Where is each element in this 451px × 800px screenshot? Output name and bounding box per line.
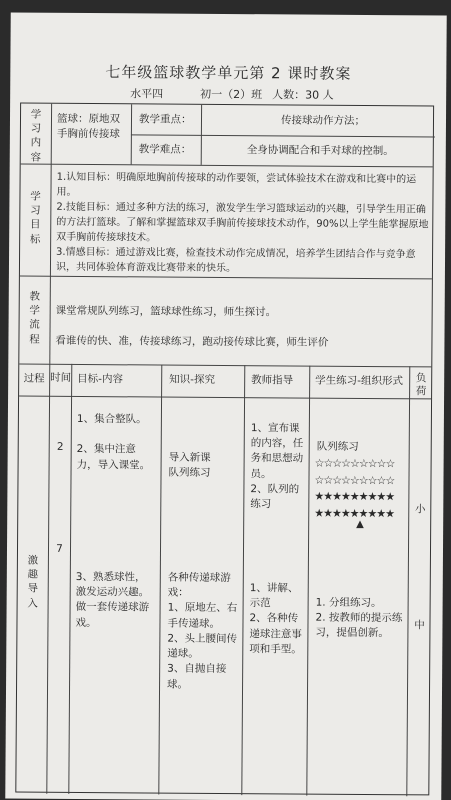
process-label — [20, 554, 46, 611]
row-divider — [21, 164, 433, 168]
difficulty-text: 全身协调配合和手对球的控制。 — [246, 144, 394, 158]
header-teacher: 教师指导 — [251, 374, 294, 387]
page-title: 七年级篮球教学单元第 2 课时教案 — [105, 63, 352, 83]
col-divider — [158, 365, 162, 795]
header-student: 学生练习-组织形式 — [315, 374, 404, 388]
teacher-position-marker: ▲ — [356, 518, 364, 530]
level: 水平四 — [130, 87, 164, 101]
col-divider — [306, 366, 310, 796]
goal-item: 2.技能目标：通过多种方法的练习，激发学生学习篮球运动的兴趣，引导学生用正确的方法打篮球。了解和掌握篮球双手胸前传接球技术动作，90%以上学生能掌握原地双手胸前传接球技术。 — [56, 201, 429, 244]
label-char: 激 — [27, 554, 39, 567]
row2-time: 7 — [56, 542, 63, 555]
label-char: 导 — [27, 582, 39, 596]
row2-load: 中 — [414, 619, 425, 632]
label-char: 教 — [29, 290, 41, 303]
label-char: 程 — [29, 333, 40, 346]
student-count: 人数：30 人 — [272, 88, 334, 102]
flow-line2: 看谁传的快、准，传接球练习，跑动接传球比赛，师生评价 — [55, 334, 329, 349]
col-divider — [131, 104, 132, 164]
col-divider — [241, 365, 245, 795]
class: 初一（2）班 — [200, 87, 263, 102]
label-char: 目 — [29, 218, 41, 232]
label-char: 内 — [30, 136, 42, 150]
header-load: 负荷 — [415, 372, 427, 397]
focus-label: 教学重点： — [138, 113, 192, 126]
row1-student-title: 队列练习 — [316, 440, 359, 453]
col-divider — [68, 364, 72, 794]
star-row: ★★★★★★★★★ — [314, 506, 395, 520]
label-char: 标 — [29, 233, 41, 246]
row1-goal: 1、集合整队。 2、集中注意力，导入课堂。 — [76, 412, 151, 472]
label-char: 学 — [29, 304, 40, 317]
row1-time: 2 — [56, 440, 64, 453]
col-divider — [46, 364, 50, 794]
row2-goal: 3、熟悉球性，激发运动兴趣。做一套传递球游戏。 — [75, 570, 150, 629]
header-goal: 目标-内容 — [77, 372, 124, 386]
label-char: 流 — [29, 318, 40, 332]
goals-label — [22, 190, 48, 247]
label-char: 学 — [30, 108, 42, 121]
label-char: 趣 — [27, 568, 39, 581]
label-char: 容 — [30, 151, 42, 164]
goals-text — [56, 170, 431, 278]
row2-knowledge: 各种传递球游戏： 1、原地左、右手传递球。 2、头上腰间传递球。 3、自抛自接球。 — [167, 571, 238, 691]
flow-label — [21, 290, 47, 347]
header-process: 过程 — [23, 372, 45, 385]
label-char: 学 — [30, 190, 41, 203]
content-text: 篮球：原地双手胸前传接球 — [56, 112, 121, 141]
content-label — [23, 108, 49, 165]
lesson-table — [15, 103, 434, 796]
col-divider — [406, 366, 410, 796]
star-row: ★★★★★★★★★ — [314, 489, 395, 504]
row2-student: 1. 分组练习。 2. 按教师的提示练习，提倡创新。 — [315, 596, 403, 640]
goal-item: 1.认知目标：明确原地胸前传接球的动作要领，尝试体验技术在游戏和比赛中的运用。 — [56, 171, 417, 198]
col-divider — [49, 104, 52, 364]
header-time: 时间 — [50, 371, 72, 384]
header-knowledge: 知识-探究 — [169, 373, 216, 386]
row1-teacher: 1、宣布课的内容，任务和思想动员。 2、队列的练习 — [250, 422, 304, 511]
star-row: ☆☆☆☆☆☆☆☆☆ — [314, 473, 395, 487]
flow-line1: 课堂常规队列练习，篮球球性练习，师生探讨。 — [55, 304, 277, 319]
difficulty-label: 教学难点： — [138, 143, 192, 156]
row1-load: 小 — [414, 503, 426, 516]
row2-teacher: 1、讲解、示范 2、各种传递球注意事项和手型。 — [249, 582, 302, 656]
label-char: 入 — [27, 597, 38, 610]
label-char: 习 — [30, 122, 42, 135]
goal-item: 3.情感目标：通过游戏比赛，检查技术动作完成情况，培养学生团结合作与竞争意识，共同体验体育游戏比赛带来的快乐。 — [55, 246, 416, 275]
lesson-plan-paper — [5, 12, 446, 800]
focus-text: 传接球动作方法； — [280, 114, 366, 127]
row-divider — [131, 134, 435, 137]
row1-knowledge: 导入新课 队列练习 — [168, 451, 211, 480]
row-divider — [19, 364, 431, 368]
row-divider — [19, 396, 431, 400]
star-row: ☆☆☆☆☆☆☆☆☆ — [314, 456, 395, 471]
label-char: 习 — [30, 204, 41, 217]
formation-stars — [314, 456, 408, 523]
